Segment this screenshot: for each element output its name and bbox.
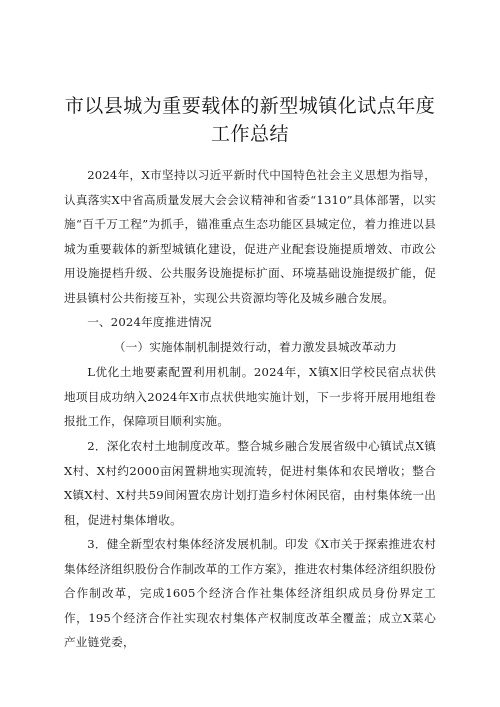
item-3-paragraph: 3．健全新型农村集体经济发展机制。印发《X市关于探索推进农村集体经济组织股份合作制改革的工作方案》，推进农村集体经济组织股份合作制改革，完成1605个经济合作社集体经济组织成员身份界定工作，195个经济合作社实现农村集体产权制度改革全覆盖；成立X菜心产业链党委， — [64, 537, 436, 650]
document-title: 市以县城为重要载体的新型城镇化试点年度工作总结 — [64, 95, 436, 145]
intro-paragraph: 2024年，X市坚持以习近平新时代中国特色社会主义思想为指导，认真落实X中省高质量发展大会会议精神和省委“1310”具体部署，以实施“百千万工程”为抓手，锚准重点生态功能区县城定位，着力推进以县城为重要载体的新型城镇化建设，促进产业配套设施提质增效、市政公用设施提档升级、公共服务设施提标扩面、环境基础设施提级扩能，促进县镇村公共衔接互补，实现公共资源均等化及城乡融合发展。 — [64, 168, 436, 305]
section-heading: 一、2024年度推进情况 — [87, 315, 212, 329]
subsection-heading: （一）实施体制机制提效行动，着力激发县城改革动力 — [113, 340, 397, 354]
item-2-paragraph: 2．深化农村土地制度改革。整合城乡融合发展省级中心镇试点X镇X村、X村约2000亩闲置耕地实现流转，促进村集体和农民增收；整合X镇X村、X村共59间闲置农房计划打造乡村休闲民宿，由村集体统一出租，促进村集体增收。 — [64, 439, 436, 527]
item-1-paragraph: L优化土地要素配置利用机制。2024年，X镇X旧学校民宿点状供地项目成功纳入2024年X市点状供地实施计划，下一步将开展用地组卷报批工作，保障项目顺利实施。 — [64, 365, 436, 429]
